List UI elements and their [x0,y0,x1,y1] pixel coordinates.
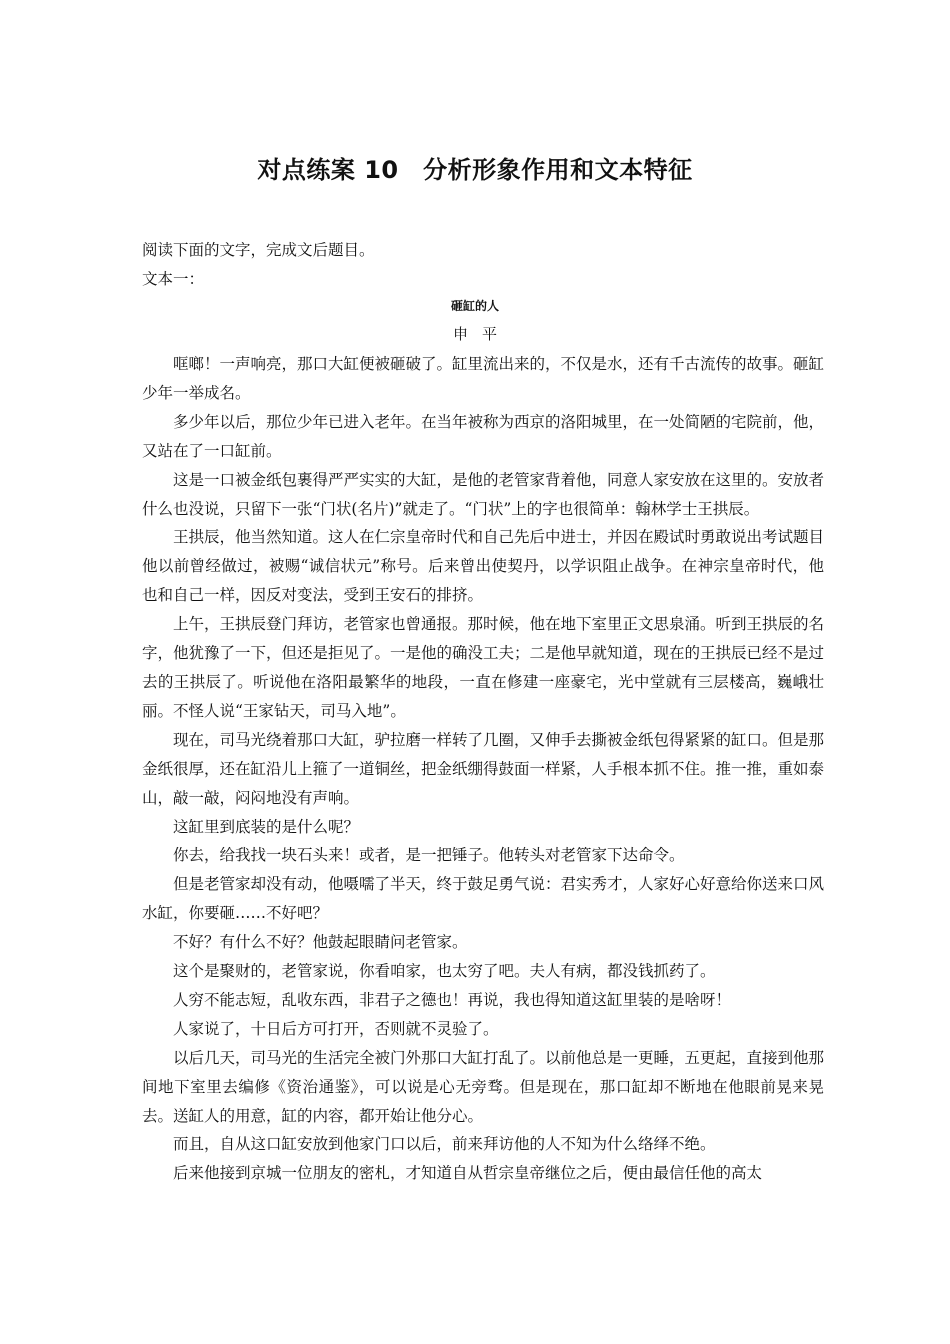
paragraph: 上午，王拱辰登门拜访，老管家也曾通报。那时候，他在地下室里正文思泉涌。听到王拱辰的名字，他犹豫了一下，但还是拒见了。一是他的确没工夫；二是他早就知道，现在的王拱辰已经不是过去的王拱辰了。听说他在洛阳最繁华的地段，一直在修建一座豪宅，光中堂就有三层楼高，巍峨壮丽。不怪人说“王家钻天，司马入地”。 [142,615,825,720]
document-title: 对点练案 10 分析形象作用和文本特征 [257,156,693,184]
paragraph: 人穷不能志短，乱收东西，非君子之德也！再说，我也得知道这缸里装的是啥呀！ [173,990,732,1009]
paragraph: 后来他接到京城一位朋友的密札，才知道自从哲宗皇帝继位之后，便由最信任他的高太 [173,1164,763,1183]
paragraph: 人家说了，十日后方可打开，否则就不灵验了。 [173,1019,499,1038]
paragraph: 你去，给我找一块石头来！或者，是一把锤子。他转头对老管家下达命令。 [173,846,685,865]
paragraph: 现在，司马光绕着那口大缸，驴拉磨一样转了几圈，又伸手去撕被金纸包得紧紧的缸口。但是那金纸很厚，还在缸沿儿上箍了一道铜丝，把金纸绷得鼓面一样紧，人手根本抓不住。推一推，重如泰山，敲一敲，闷闷地没有声响。 [142,730,825,807]
story-body [142,350,824,1188]
paragraph: 而且，自从这口缸安放到他家门口以后，前来拜访他的人不知为什么络绎不绝。 [173,1135,716,1154]
paragraph: 多少年以后，那位少年已进入老年。在当年被称为西京的洛阳城里，在一处简陋的宅院前，他，又站在了一口缸前。 [142,412,825,460]
paragraph: 哐啷！一声响亮，那口大缸便被砸破了。缸里流出来的，不仅是水，还有千古流传的故事。砸缸少年一举成名。 [142,355,825,402]
reading-instruction: 阅读下面的文字，完成文后题目。 [142,241,375,259]
story-title: 砸缸的人 [450,299,499,313]
story-author: 申平 [452,325,511,343]
paragraph: 这缸里到底装的是什么呢？ [173,817,360,836]
paragraph: 这个是聚财的，老管家说，你看咱家，也太穷了吧。夫人有病，都没钱抓药了。 [173,962,716,981]
paragraph: 以后几天，司马光的生活完全被门外那口大缸打乱了。以前他总是一更睡，五更起，直接到他那间地下室里去编修《资治通鉴》，可以说是心无旁骛。但是现在，那口缸却不断地在他眼前晃来晃去。送缸人的用意，缸的内容，都开始让他分心。 [142,1048,825,1125]
paragraph: 这是一口被金纸包裹得严严实实的大缸，是他的老管家背着他，同意人家安放在这里的。安放者什么也没说，只留下一张“门状(名片)”就走了。“门状”上的字也很简单：翰林学士王拱辰。 [142,470,825,518]
paragraph: 但是老管家却没有动，他嗫嚅了半天，终于鼓足勇气说：君实秀才，人家好心好意给你送来口风水缸，你要砸……不好吧？ [142,875,825,923]
paragraph: 不好？有什么不好？他鼓起眼睛问老管家。 [173,933,468,952]
paragraph: 王拱辰，他当然知道。这人在仁宗皇帝时代和自己先后中进士，并因在殿试时勇敢说出考试题目他以前曾经做过，被赐“诚信状元”称号。后来曾出使契丹，以学识阻止战争。在神宗皇帝时代，他也和自己一样，因反对变法，受到王安石的排挤。 [142,528,825,605]
text-label: 文本一： [142,270,205,288]
